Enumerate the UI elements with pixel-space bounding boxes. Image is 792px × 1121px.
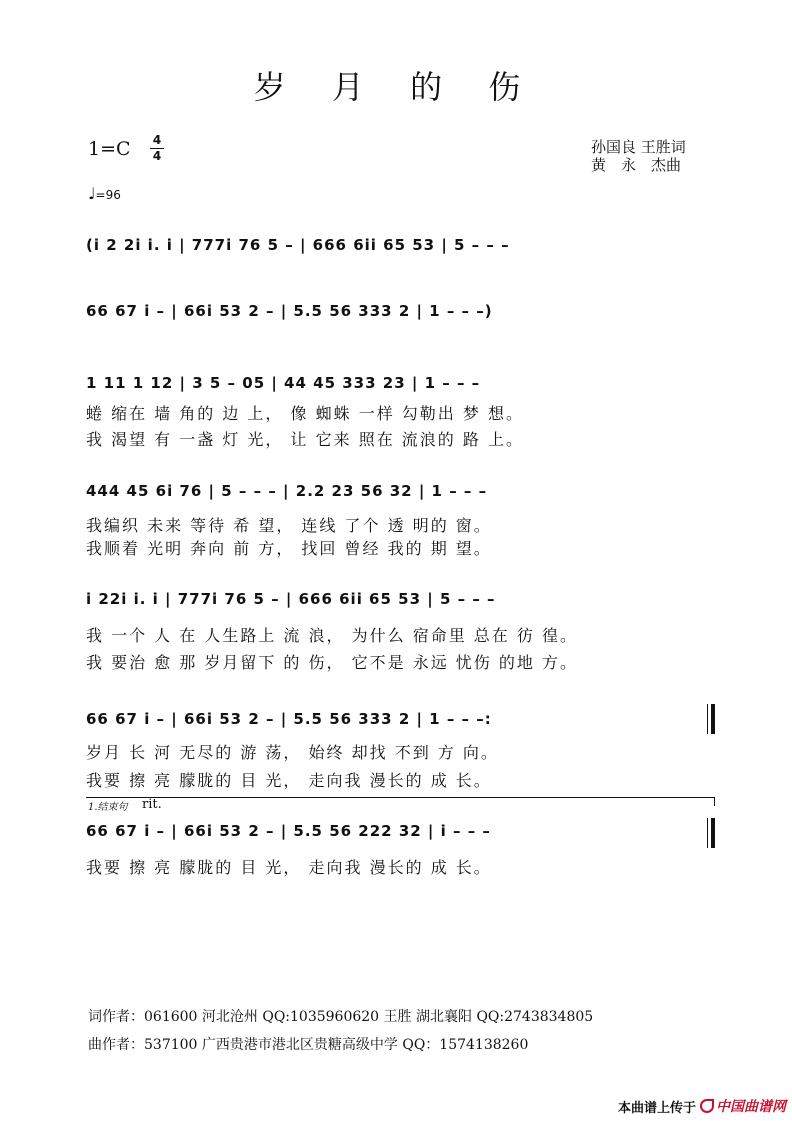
tempo-value: =96 — [95, 188, 121, 202]
lyric-line-3a: 蜷 缩在 墙 角的 边 上， 像 蜘蛛 一样 勾勒出 梦 想。 — [86, 404, 524, 423]
lyric-line-6b: 我要 擦 亮 朦胧的 目 光， 走向我 漫长的 成 长。 — [86, 771, 492, 790]
lyric-line-3b: 我 渴望 有 一盏 灯 光， 让 它来 照在 流浪的 路 上。 — [86, 430, 524, 449]
tempo-marking — [88, 184, 121, 203]
notation-line-5: i 22i i. i | 777i 76 5 – | 666 6ii 65 53 | 5 – – – — [86, 590, 496, 608]
notation-line-1: (i 2 2i i. i | 777i 76 5 – | 666 6ii 65 53 | 5 – – – — [86, 236, 510, 254]
composer-credit: 黄 永 杰曲 — [591, 156, 682, 174]
credits — [591, 138, 686, 174]
time-signature — [150, 134, 164, 163]
volta-bracket — [86, 797, 715, 806]
site-logo-icon — [700, 1099, 714, 1113]
lyric-line-5a: 我 一个 人 在 人生路上 流 浪， 为什么 宿命里 总在 彷 徨。 — [86, 626, 578, 645]
site-logo[interactable] — [700, 1096, 786, 1116]
lyric-line-4a: 我编织 未来 等待 希 望， 连线 了个 透 明的 窗。 — [86, 516, 492, 535]
notation-line-4: 444 45 6i 76 | 5 – – – | 2.2 23 56 32 | 1 – – – — [86, 482, 488, 500]
lyric-line-7a: 我要 擦 亮 朦胧的 目 光， 走向我 漫长的 成 长。 — [86, 858, 492, 877]
site-name: 中国曲谱网 — [716, 1099, 786, 1115]
key-signature: 1=C — [88, 138, 131, 160]
volta-label: 1.结束句 — [88, 802, 128, 813]
lyric-line-4b: 我顺着 光明 奔向 前 方， 找回 曾经 我的 期 望。 — [86, 539, 492, 558]
ritardando-marking: rit. — [142, 797, 162, 812]
notation-line-2: 66 67 i – | 66i 53 2 – | 5.5 56 333 2 | 1 – – –) — [86, 302, 493, 320]
lyricist-credit: 孙国良 王胜词 — [591, 138, 686, 156]
composer-info: 曲作者：537100 广西贵港市港北区贵糖高级中学 QQ：1574138260 — [88, 1037, 529, 1053]
upload-credit — [618, 1096, 786, 1116]
quarter-note-icon: ♩ — [88, 184, 96, 203]
notation-line-7: 66 67 i – | 66i 53 2 – | 5.5 56 222 32 | i – – – — [86, 822, 491, 840]
notation-line-3: 1 11 1 12 | 3 5 – 05 | 44 45 333 23 | 1 – – – — [86, 374, 481, 392]
lyric-line-5b: 我 要治 愈 那 岁月留下 的 伤， 它不是 永远 忧伤 的地 方。 — [86, 653, 578, 672]
repeat-barline-thin — [707, 704, 708, 734]
notation-line-6: 66 67 i – | 66i 53 2 – | 5.5 56 333 2 | 1 – – –: — [86, 710, 492, 728]
upload-text: 本曲谱上传于 — [617, 1100, 696, 1116]
repeat-barline-thick — [711, 704, 715, 734]
final-barline-thick — [711, 818, 715, 848]
final-barline-thin — [707, 818, 708, 848]
song-title: 岁 月 的 伤 — [253, 68, 539, 106]
time-signature-top: 4 — [152, 133, 162, 147]
time-signature-bottom: 4 — [152, 149, 162, 163]
lyricist-info: 词作者：061600 河北沧州 QQ:1035960620 王胜 湖北襄阳 QQ:2743834805 — [88, 1009, 594, 1025]
lyric-line-6a: 岁月 长 河 无尽的 游 荡， 始终 却找 不到 方 向。 — [86, 743, 499, 762]
